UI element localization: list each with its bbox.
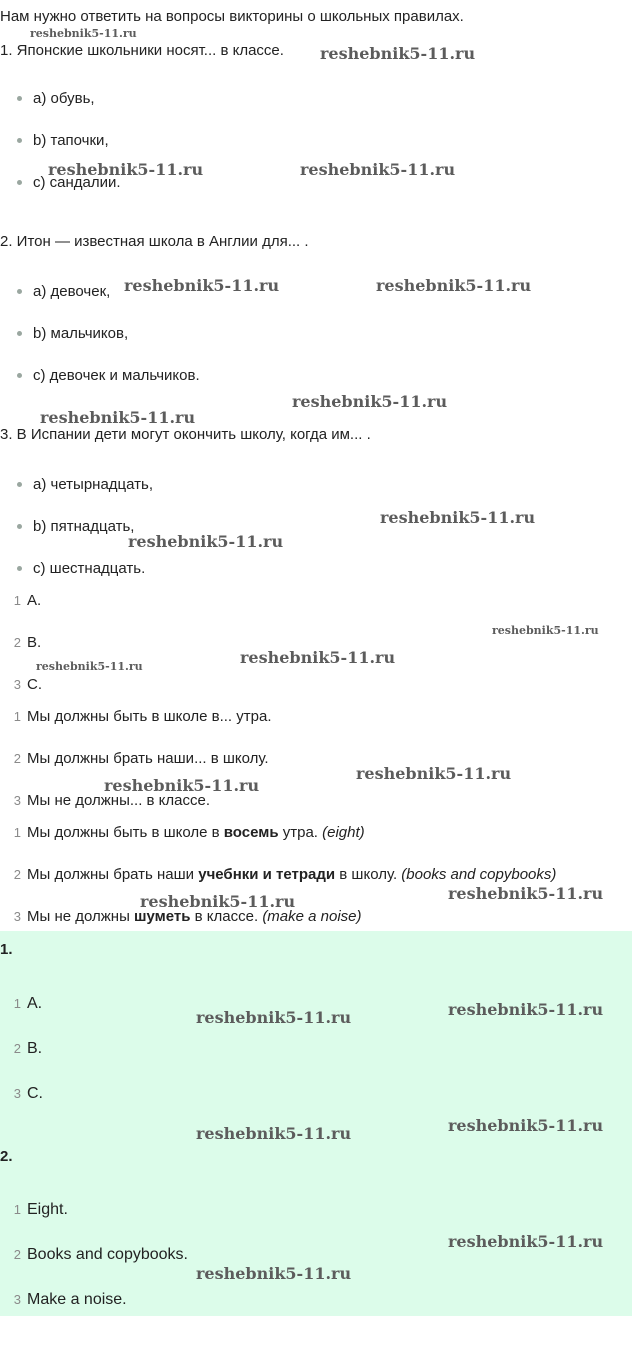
intro-text: Нам нужно ответить на вопросы викторины о школьных правилах.	[0, 8, 464, 25]
bullet-dot-icon	[17, 180, 22, 185]
list-item: 2 B.	[13, 634, 42, 651]
answer-heading-1: 1.	[0, 941, 13, 958]
bullet-dot-icon	[17, 373, 22, 378]
watermark: reshebnik5-11.ru	[104, 776, 260, 795]
bullet-dot-icon	[17, 566, 22, 571]
watermark: reshebnik5-11.ru	[196, 1124, 352, 1143]
watermark: reshebnik5-11.ru	[40, 408, 196, 427]
watermark: reshebnik5-11.ru	[492, 624, 599, 637]
list-item: 3 C.	[13, 1085, 43, 1102]
watermark: reshebnik5-11.ru	[448, 1000, 604, 1019]
watermark: reshebnik5-11.ru	[320, 44, 476, 63]
watermark: reshebnik5-11.ru	[36, 660, 143, 673]
watermark: reshebnik5-11.ru	[48, 160, 204, 179]
q2-option-c: c) девочек и мальчиков.	[17, 367, 200, 384]
q2-option-b: b) мальчиков,	[17, 325, 128, 342]
watermark: reshebnik5-11.ru	[448, 884, 604, 903]
list-item: 1 Eight.	[13, 1201, 68, 1218]
watermark: reshebnik5-11.ru	[140, 892, 296, 911]
bullet-dot-icon	[17, 482, 22, 487]
list-item: 1 Мы должны быть в школе в восемь утра. (eight)	[13, 824, 365, 841]
watermark: reshebnik5-11.ru	[448, 1116, 604, 1135]
question-3: 3. В Испании дети могут окончить школу, когда им... .	[0, 426, 371, 443]
question-1: 1. Японские школьники носят... в классе.	[0, 42, 284, 59]
q1-option-b: b) тапочки,	[17, 132, 109, 149]
bullet-dot-icon	[17, 289, 22, 294]
list-item: 3 Мы не должны... в классе.	[13, 792, 210, 809]
answer-heading-2: 2.	[0, 1148, 13, 1165]
bullet-dot-icon	[17, 138, 22, 143]
list-item: 2 B.	[13, 1040, 43, 1057]
list-item: 2 Мы должны брать наши учебнки и тетради в школу. (books and copybooks)	[13, 866, 557, 883]
watermark: reshebnik5-11.ru	[30, 27, 137, 40]
q3-option-b: b) пятнадцать,	[17, 518, 134, 535]
bullet-dot-icon	[17, 96, 22, 101]
q1-option-a: a) обувь,	[17, 90, 95, 107]
watermark: reshebnik5-11.ru	[448, 1232, 604, 1251]
watermark: reshebnik5-11.ru	[380, 508, 536, 527]
watermark: reshebnik5-11.ru	[124, 276, 280, 295]
list-item: 1 A.	[13, 592, 42, 609]
bullet-dot-icon	[17, 524, 22, 529]
list-item: 1 A.	[13, 995, 43, 1012]
list-item: 3 Мы не должны шуметь в классе. (make a noise)	[13, 908, 362, 925]
watermark: reshebnik5-11.ru	[196, 1008, 352, 1027]
watermark: reshebnik5-11.ru	[376, 276, 532, 295]
list-item: 1 Мы должны быть в школе в... утра.	[13, 708, 272, 725]
list-item: 2 Books and copybooks.	[13, 1246, 188, 1263]
watermark: reshebnik5-11.ru	[128, 532, 284, 551]
list-item: 2 Мы должны брать наши... в школу.	[13, 750, 269, 767]
watermark: reshebnik5-11.ru	[300, 160, 456, 179]
q2-option-a: a) девочек,	[17, 283, 110, 300]
question-2: 2. Итон — известная школа в Англии для... .	[0, 233, 309, 250]
q1-option-c: c) сандалии.	[17, 174, 121, 191]
q3-option-a: a) четырнадцать,	[17, 476, 153, 493]
watermark: reshebnik5-11.ru	[240, 648, 396, 667]
list-item: 3 Make a noise.	[13, 1291, 127, 1308]
bullet-dot-icon	[17, 331, 22, 336]
list-item: 3 C.	[13, 676, 42, 693]
q3-option-c: c) шестнадцать.	[17, 560, 145, 577]
watermark: reshebnik5-11.ru	[196, 1264, 352, 1283]
watermark: reshebnik5-11.ru	[356, 764, 512, 783]
watermark: reshebnik5-11.ru	[292, 392, 448, 411]
